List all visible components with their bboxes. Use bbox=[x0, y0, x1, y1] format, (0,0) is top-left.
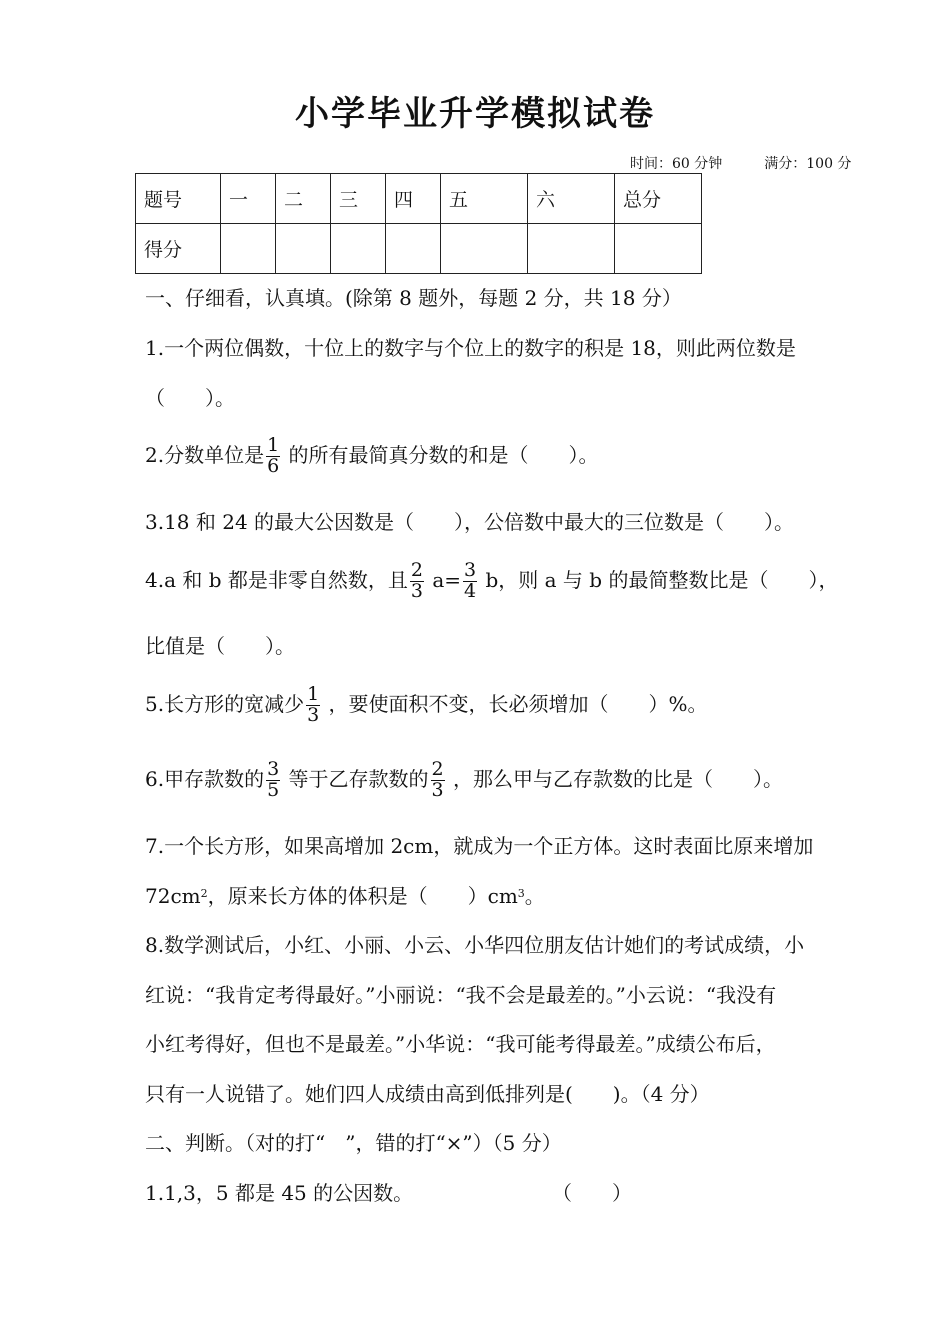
question-7-line2 bbox=[145, 886, 545, 906]
q6-fraction-2 bbox=[431, 760, 445, 801]
score-table-score-row bbox=[136, 224, 702, 274]
question-8-line2: 红说：“我肯定考得最好。”小丽说：“我不会是最差的。”小云说：“我没有 bbox=[145, 983, 777, 1007]
exam-title: 小学毕业升学模拟试卷 bbox=[295, 94, 655, 134]
header-cell: 六 bbox=[528, 174, 615, 224]
question-1-line2: （ ）。 bbox=[145, 386, 235, 410]
question-5 bbox=[145, 685, 708, 726]
fraction-numerator: 2 bbox=[431, 758, 444, 780]
score-cell[interactable] bbox=[221, 224, 276, 274]
q5-text-pre: 5.长方形的宽减少 bbox=[145, 691, 305, 716]
q4-fraction-1 bbox=[410, 561, 424, 602]
fraction-denominator: 3 bbox=[307, 703, 320, 726]
q7-area-text: 72cm bbox=[145, 884, 201, 908]
judge-question-1: 1.1,3，5 都是 45 的公因数。 bbox=[145, 1181, 414, 1205]
q2-text-pre: 2.分数单位是 bbox=[145, 442, 265, 467]
time-limit: 时间：60 分钟 bbox=[630, 156, 723, 172]
fraction-numerator: 3 bbox=[464, 559, 477, 581]
fraction-denominator: 3 bbox=[431, 778, 444, 801]
fraction-denominator: 5 bbox=[267, 778, 280, 801]
judge-answer-blank[interactable]: （ ） bbox=[552, 1181, 632, 1205]
score-cell[interactable] bbox=[528, 224, 615, 274]
fraction-numerator: 2 bbox=[410, 559, 423, 581]
score-cell[interactable] bbox=[386, 224, 441, 274]
section2-heading: 二、判断。（对的打“ ”，错的打“×”）（5 分） bbox=[145, 1131, 562, 1155]
q2-fraction bbox=[266, 436, 280, 477]
q4-text-mid: a= bbox=[425, 567, 462, 592]
row-label: 得分 bbox=[136, 224, 221, 274]
fraction-denominator: 3 bbox=[410, 579, 423, 602]
q2-text-post: 的所有最简真分数的和是（ ）。 bbox=[282, 442, 599, 467]
question-3: 3.18 和 24 的最大公因数是（ ），公倍数中最大的三位数是（ ）。 bbox=[145, 510, 795, 534]
q7-area-exponent: 2 bbox=[200, 887, 208, 900]
score-cell[interactable] bbox=[441, 224, 528, 274]
question-7-line1: 7.一个长方形，如果高增加 2cm，就成为一个正方体。这时表面比原来增加 bbox=[145, 834, 814, 858]
fraction-numerator: 1 bbox=[267, 434, 280, 456]
score-table-header-row bbox=[136, 174, 702, 224]
question-4-line1 bbox=[145, 561, 838, 602]
score-cell[interactable] bbox=[276, 224, 331, 274]
q5-text-post: ，要使面积不变，长必须增加（ ）%。 bbox=[322, 691, 708, 716]
exam-meta bbox=[630, 153, 851, 173]
question-8-line1: 8.数学测试后，小红、小丽、小云、小华四位朋友估计她们的考试成绩，小 bbox=[145, 933, 805, 957]
q6-text-mid: 等于乙存款数的 bbox=[282, 766, 429, 791]
fraction-numerator: 3 bbox=[267, 758, 280, 780]
fraction-denominator: 4 bbox=[464, 579, 477, 602]
q4-text-post: b，则 a 与 b 的最简整数比是（ ）， bbox=[479, 567, 839, 592]
header-cell: 三 bbox=[331, 174, 386, 224]
question-4-line2: 比值是（ ）。 bbox=[145, 634, 295, 658]
question-8-line4: 只有一人说错了。她们四人成绩由高到低排列是( )。（4 分） bbox=[145, 1082, 710, 1106]
header-cell: 总分 bbox=[615, 174, 702, 224]
q7-end: 。 bbox=[524, 884, 545, 908]
full-score: 满分：100 分 bbox=[764, 156, 852, 172]
q7-volume-text: ，原来长方体的体积是（ ）cm bbox=[207, 884, 518, 908]
question-2 bbox=[145, 436, 599, 477]
fraction-numerator: 1 bbox=[307, 683, 320, 705]
q7-volume-exponent: 3 bbox=[517, 887, 525, 900]
question-1-line1: 1.一个两位偶数，十位上的数字与个位上的数字的积是 18，则此两位数是 bbox=[145, 336, 796, 360]
header-cell: 二 bbox=[276, 174, 331, 224]
score-table bbox=[135, 173, 702, 274]
q4-text-pre: 4.a 和 b 都是非零自然数，且 bbox=[145, 567, 408, 592]
question-8-line3: 小红考得好，但也不是最差。”小华说：“我可能考得最差。”成绩公布后， bbox=[145, 1032, 776, 1056]
q4-fraction-2 bbox=[463, 561, 477, 602]
header-cell: 题号 bbox=[136, 174, 221, 224]
score-cell[interactable] bbox=[331, 224, 386, 274]
header-cell: 五 bbox=[441, 174, 528, 224]
question-6 bbox=[145, 760, 783, 801]
section1-heading: 一、仔细看，认真填。(除第 8 题外，每题 2 分，共 18 分） bbox=[145, 286, 682, 310]
q6-text-pre: 6.甲存款数的 bbox=[145, 766, 265, 791]
q6-fraction-1 bbox=[266, 760, 280, 801]
score-cell[interactable] bbox=[615, 224, 702, 274]
q5-fraction bbox=[306, 685, 320, 726]
header-cell: 一 bbox=[221, 174, 276, 224]
q6-text-post: ，那么甲与乙存款数的比是（ ）。 bbox=[446, 766, 783, 791]
fraction-denominator: 6 bbox=[267, 454, 280, 477]
header-cell: 四 bbox=[386, 174, 441, 224]
